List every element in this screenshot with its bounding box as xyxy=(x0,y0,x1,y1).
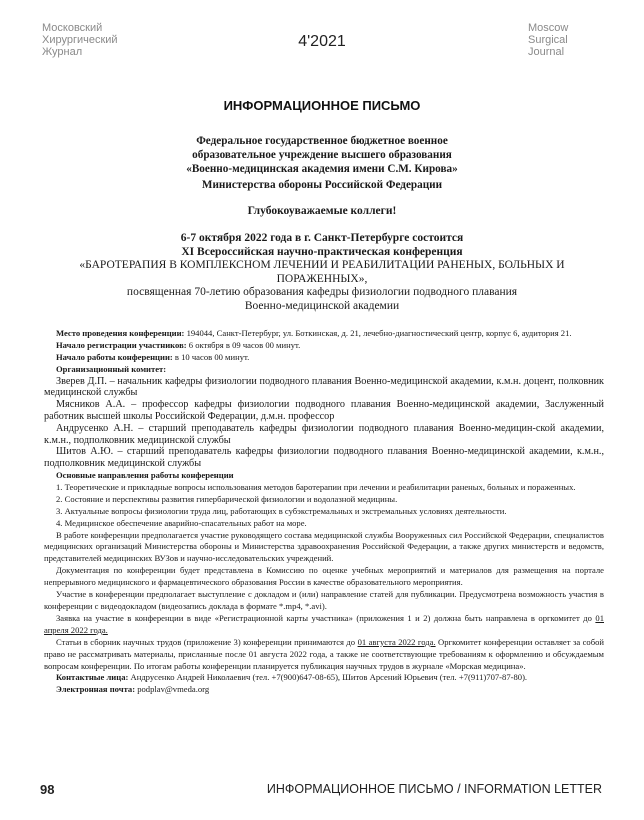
conf-dedication-line: посвященная 70-летию образования кафедры физиологии подводного плавания xyxy=(126,286,518,298)
start-text: в 10 часов 00 минут. xyxy=(172,351,250,362)
contacts-label: Контактные лица: xyxy=(56,672,129,683)
start-label: Начало работы конференции: xyxy=(56,351,173,362)
contacts-text: Андрусенко Андрей Николаевич (тел. +7(900)647-08-65), Шитов Арсений Юрьевич (тел. +7(911)707-87-80). xyxy=(128,672,528,683)
venue-paragraph xyxy=(44,328,604,340)
documentation-paragraph: Документация по конференции будет представлена в Комиссию по оценке учебных мероприятий и материалов для размещения на портале непрерывного медицинского и фармацевтического образования России в качестве образовательного мероприятия. xyxy=(44,565,604,588)
application-deadline: 01 апреля 2022 года. xyxy=(44,612,604,635)
journal-logo-en xyxy=(528,22,608,66)
directions-label: Основные направления работы конференции xyxy=(56,470,234,480)
direction-item: 1. Теоретические и прикладные вопросы использования методов баротерапии при лечении и реабилитации раненых, больных и пораженных. xyxy=(56,481,576,492)
organization-block xyxy=(0,134,644,192)
letter-body xyxy=(44,328,604,696)
direction-item: 3. Актуальные вопросы физиологии труда лиц, работающих в субэкстремальных и экстремальных условиях деятельности. xyxy=(56,505,507,516)
email-address[interactable]: podplav@vmeda.org xyxy=(135,684,210,695)
logo-ru-line3: Журнал xyxy=(42,46,83,58)
registration-paragraph xyxy=(44,340,604,352)
registration-text: 6 октября в 09 часов 00 минут. xyxy=(186,339,301,350)
committee-member: Шитов А.Ю. – старший преподаватель кафедры физиологии подводного плавания Военно-медицинской академии, к.м.н., подполковник медицинской службы xyxy=(44,446,604,470)
org-line: «Военно-медицинская академия имени С.М. Кирова» xyxy=(186,163,458,175)
start-paragraph xyxy=(44,352,604,364)
running-footer: ИНФОРМАЦИОННОЕ ПИСЬМО / INFORMATION LETTER xyxy=(266,782,602,796)
committee-heading xyxy=(44,364,604,376)
articles-text: Статьи в сборник научных трудов (приложение 3) конференции принимаются до xyxy=(56,636,358,647)
participants-paragraph: В работе конференции предполагается участие руководящего состава медицинской службы Вооруженных сил Российской Федерации, специалистов медицинских организаций Министерства обороны и Министерства здравоохранения Российской Федерации, а также других министерств и ведомств, представителей медицинских ВУЗов и научно-исследовательских учреждений. xyxy=(44,529,604,564)
articles-text-rest: Оргкомитет конференции оставляет за собой право не рассматривать материалы, присланные после 01 августа 2022 года, а также не соответствующие требованиям к оформлению и обсуждаемым вопросам конференции. По итогам работы конференции планируется публикация научных трудов в журнале «Морская медицина». xyxy=(44,636,604,671)
issue-number: 4'2021 xyxy=(298,33,346,50)
page-number: 98 xyxy=(40,782,55,797)
conference-announcement xyxy=(40,232,604,313)
contacts-paragraph xyxy=(44,672,604,684)
committee-label: Организационный комитет: xyxy=(56,363,167,374)
direction-item: 4. Медицинское обеспечение аварийно-спасательных работ на море. xyxy=(56,517,307,528)
directions-heading xyxy=(44,470,604,482)
committee-member: Зверев Д.П. – начальник кафедры физиологии подводного плавания Военно-медицинской академии, к.м.н. доцент, полковник медицинской службы xyxy=(44,375,604,399)
direction-item: 2. Состояние и перспективы развития гипербарической физиологии и водолазной медицины. xyxy=(56,493,398,504)
participation-paragraph: Участие в конференции предполагает выступление с докладом и (или) направление статей для публикации. Предусмотрена возможность участия в конференции с видеодокладом (видеозапись доклада в формате *.mp4, *.avi). xyxy=(44,589,604,611)
venue-text: 194044, Санкт-Петербург, ул. Боткинская, д. 21, лечебно-диагностический центр, корпус 6, аудитория 21. xyxy=(184,328,572,338)
articles-deadline: 01 августа 2022 года. xyxy=(357,636,436,647)
logo-en-line3: Journal xyxy=(528,46,565,58)
greeting: Глубокоуважаемые коллеги! xyxy=(247,205,397,217)
logo-en-line1: Moscow xyxy=(528,22,569,34)
org-line: Федеральное государственное бюджетное военное xyxy=(196,135,448,147)
application-text: Заявка на участие в конференции в виде «Регистрационной карты участника» (приложения 1 и 2) должна быть направлена в оргкомитет до xyxy=(56,612,596,623)
logo-ru-line1: Московский xyxy=(42,22,103,34)
venue-label: Место проведения конференции: xyxy=(56,328,185,338)
org-line: образовательное учреждение высшего образования xyxy=(192,149,452,161)
conf-academy-line: Военно-медицинской академии xyxy=(244,299,400,312)
page-title: ИНФОРМАЦИОННОЕ ПИСЬМО xyxy=(223,98,421,113)
committee-member: Андрусенко А.Н. – старший преподаватель кафедры физиологии подводного плавания Военно-медицин-ской академии, к.м.н., подполковник медицинской службы xyxy=(44,422,604,446)
conf-date-line: 6-7 октября 2022 года в г. Санкт-Петербурге состоится xyxy=(180,232,464,244)
articles-paragraph xyxy=(44,637,604,673)
application-paragraph xyxy=(44,613,604,637)
logo-en-line2: Surgical xyxy=(528,34,568,46)
conf-theme-line: «БАРОТЕРАПИЯ В КОМПЛЕКСНОМ ЛЕЧЕНИИ И РЕАБИЛИТАЦИИ РАНЕНЫХ, БОЛЬНЫХ И ПОРАЖЕННЫХ», xyxy=(79,259,565,285)
conf-name-line: XI Всероссийская научно-практическая конференция xyxy=(181,245,463,258)
email-paragraph xyxy=(44,684,604,696)
email-label: Электронная почта: xyxy=(56,684,136,695)
logo-ru-line2: Хирургический xyxy=(42,34,118,46)
registration-label: Начало регистрации участников: xyxy=(56,339,187,350)
committee-member: Мясников А.А. – профессор кафедры физиологии подводного плавания Военно-медицинской академии, Заслуженный работник высшей школы Российской Федерации, д.м.н. профессор xyxy=(44,399,604,423)
org-line: Министерства обороны Российской Федерации xyxy=(201,179,443,191)
